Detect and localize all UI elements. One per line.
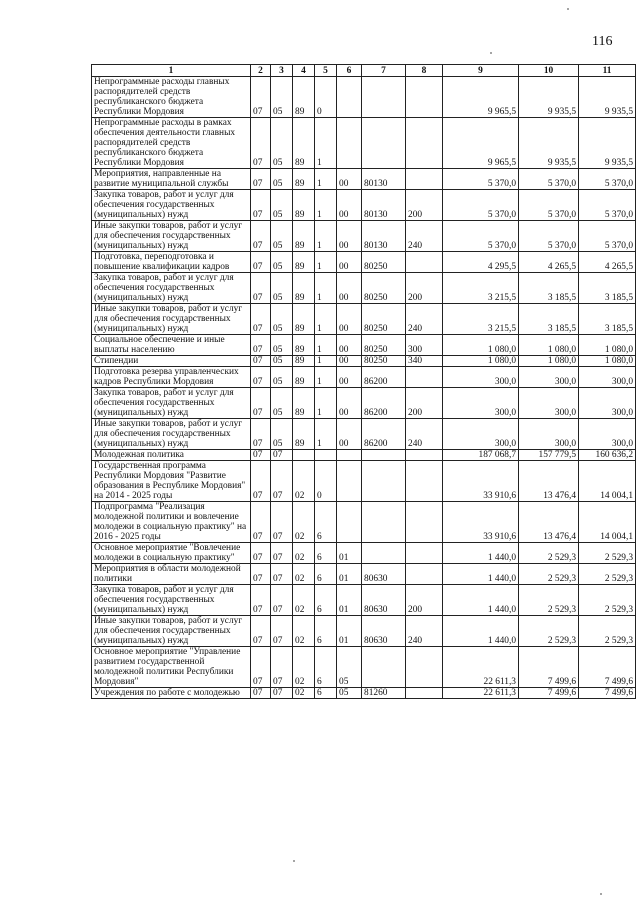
program-code-cell: 02 [293,585,315,616]
direction-code-cell [362,461,406,502]
amount-col-9-cell: 1 440,0 [443,564,519,585]
column-header: 3 [271,65,293,77]
direction-code-cell: 80630 [362,585,406,616]
program-code-cell: 89 [293,169,315,190]
program-code-cell: 89 [293,388,315,419]
amount-col-9-cell: 1 440,0 [443,543,519,564]
amount-col-9-cell: 300,0 [443,388,519,419]
expense-type-code-cell [406,564,443,585]
expense-type-code-cell: 240 [406,304,443,335]
amount-col-11-cell: 5 370,0 [579,169,636,190]
expense-type-code-cell: 240 [406,419,443,450]
activity-code-cell: 01 [337,543,362,564]
amount-col-9-cell: 3 215,5 [443,273,519,304]
section-code-cell: 07 [251,688,271,699]
program-code-cell: 89 [293,419,315,450]
subprogram-code-cell: 0 [315,77,337,118]
subprogram-code-cell: 1 [315,388,337,419]
table-row [92,118,636,169]
row-name-cell: Государственная программа Республики Мордовия "Развитие образования в Республике Мордовия" на 2014 - 2025 годы [92,461,251,502]
amount-col-11-cell: 5 370,0 [579,221,636,252]
subsection-code-cell: 05 [271,221,293,252]
amount-col-11-cell: 2 529,3 [579,585,636,616]
subprogram-code-cell: 6 [315,543,337,564]
subprogram-code-cell: 1 [315,273,337,304]
direction-code-cell [362,77,406,118]
activity-code-cell: 00 [337,273,362,304]
amount-col-10-cell: 9 935,5 [519,77,579,118]
expense-type-code-cell [406,647,443,688]
subsection-code-cell: 07 [271,461,293,502]
row-name-cell: Учреждения по работе с молодежью [92,688,251,699]
activity-code-cell: 00 [337,190,362,221]
section-code-cell: 07 [251,616,271,647]
subprogram-code-cell: 1 [315,419,337,450]
row-name-cell: Подготовка, переподготовка и повышение квалификации кадров [92,252,251,273]
row-name-cell: Непрограммные расходы в рамках обеспечения деятельности главных распорядителей средств республиканского бюджета Республики Мордовия [92,118,251,169]
table-row [92,356,636,367]
amount-col-10-cell: 300,0 [519,367,579,388]
amount-col-10-cell: 3 185,5 [519,273,579,304]
amount-col-9-cell: 5 370,0 [443,169,519,190]
amount-col-10-cell: 9 935,5 [519,118,579,169]
program-code-cell: 89 [293,367,315,388]
column-header: 8 [406,65,443,77]
activity-code-cell: 00 [337,252,362,273]
direction-code-cell: 86200 [362,367,406,388]
activity-code-cell: 05 [337,647,362,688]
direction-code-cell: 80130 [362,190,406,221]
direction-code-cell: 80130 [362,169,406,190]
subsection-code-cell: 07 [271,564,293,585]
expense-type-code-cell [406,367,443,388]
table-row [92,502,636,543]
section-code-cell: 07 [251,367,271,388]
table-row [92,419,636,450]
subsection-code-cell: 05 [271,169,293,190]
program-code-cell: 89 [293,118,315,169]
activity-code-cell: 05 [337,688,362,699]
section-code-cell: 07 [251,169,271,190]
amount-col-10-cell: 5 370,0 [519,190,579,221]
direction-code-cell: 86200 [362,419,406,450]
amount-col-11-cell: 3 185,5 [579,304,636,335]
amount-col-10-cell: 2 529,3 [519,585,579,616]
direction-code-cell: 86200 [362,388,406,419]
subprogram-code-cell [315,450,337,461]
expense-type-code-cell: 200 [406,190,443,221]
budget-table [91,64,636,699]
amount-col-9-cell: 9 965,5 [443,77,519,118]
column-header: 5 [315,65,337,77]
row-name-cell: Закупка товаров, работ и услуг для обеспечения государственных (муниципальных) нужд [92,190,251,221]
expense-type-code-cell [406,502,443,543]
activity-code-cell: 01 [337,616,362,647]
amount-col-11-cell: 14 004,1 [579,502,636,543]
table-row [92,335,636,356]
amount-col-11-cell: 300,0 [579,388,636,419]
activity-code-cell [337,502,362,543]
subsection-code-cell: 05 [271,419,293,450]
subsection-code-cell: 07 [271,543,293,564]
subsection-code-cell: 07 [271,585,293,616]
section-code-cell: 07 [251,647,271,688]
section-code-cell: 07 [251,388,271,419]
expense-type-code-cell: 340 [406,356,443,367]
amount-col-9-cell: 1 080,0 [443,356,519,367]
activity-code-cell [337,77,362,118]
scan-speck [293,860,295,862]
table-row [92,585,636,616]
subprogram-code-cell: 0 [315,461,337,502]
subsection-code-cell: 05 [271,356,293,367]
page-number: 116 [592,34,613,49]
section-code-cell: 07 [251,273,271,304]
program-code-cell [293,450,315,461]
subsection-code-cell: 05 [271,304,293,335]
subprogram-code-cell: 6 [315,564,337,585]
program-code-cell: 02 [293,647,315,688]
amount-col-11-cell: 9 935,5 [579,118,636,169]
amount-col-11-cell: 5 370,0 [579,190,636,221]
amount-col-9-cell: 300,0 [443,367,519,388]
subprogram-code-cell: 6 [315,647,337,688]
row-name-cell: Иные закупки товаров, работ и услуг для обеспечения государственных (муниципальных) нужд [92,304,251,335]
expense-type-code-cell [406,688,443,699]
activity-code-cell: 00 [337,367,362,388]
amount-col-11-cell: 300,0 [579,419,636,450]
amount-col-11-cell: 9 935,5 [579,77,636,118]
amount-col-10-cell: 13 476,4 [519,461,579,502]
expense-type-code-cell: 200 [406,273,443,304]
section-code-cell: 07 [251,419,271,450]
subsection-code-cell: 05 [271,367,293,388]
program-code-cell: 89 [293,77,315,118]
subsection-code-cell: 07 [271,688,293,699]
program-code-cell: 02 [293,564,315,585]
column-header: 1 [92,65,251,77]
subprogram-code-cell: 6 [315,585,337,616]
column-header: 9 [443,65,519,77]
program-code-cell: 02 [293,543,315,564]
row-name-cell: Иные закупки товаров, работ и услуг для обеспечения государственных (муниципальных) нужд [92,419,251,450]
amount-col-9-cell: 1 080,0 [443,335,519,356]
amount-col-10-cell: 2 529,3 [519,616,579,647]
column-header: 10 [519,65,579,77]
amount-col-11-cell: 2 529,3 [579,564,636,585]
column-header: 2 [251,65,271,77]
program-code-cell: 89 [293,356,315,367]
table-row [92,543,636,564]
table-row [92,169,636,190]
row-name-cell: Подготовка резерва управленческих кадров Республики Мордовия [92,367,251,388]
direction-code-cell: 80250 [362,356,406,367]
program-code-cell: 89 [293,335,315,356]
amount-col-11-cell: 2 529,3 [579,616,636,647]
expense-type-code-cell: 240 [406,221,443,252]
direction-code-cell: 80250 [362,304,406,335]
activity-code-cell: 00 [337,221,362,252]
table-header-row [92,65,636,77]
scan-speck [600,893,602,895]
program-code-cell: 02 [293,688,315,699]
amount-col-10-cell: 2 529,3 [519,564,579,585]
subsection-code-cell: 07 [271,502,293,543]
subsection-code-cell: 05 [271,190,293,221]
subsection-code-cell: 07 [271,647,293,688]
program-code-cell: 89 [293,190,315,221]
amount-col-11-cell: 1 080,0 [579,335,636,356]
expense-type-code-cell [406,543,443,564]
activity-code-cell [337,450,362,461]
subsection-code-cell: 07 [271,450,293,461]
table-row [92,221,636,252]
subsection-code-cell: 05 [271,252,293,273]
row-name-cell: Основное мероприятие "Вовлечение молодежи в социальную практику" [92,543,251,564]
subprogram-code-cell: 6 [315,616,337,647]
subprogram-code-cell: 1 [315,367,337,388]
amount-col-10-cell: 5 370,0 [519,221,579,252]
row-name-cell: Мероприятия в области молодежной политики [92,564,251,585]
subsection-code-cell: 05 [271,273,293,304]
amount-col-9-cell: 3 215,5 [443,304,519,335]
amount-col-9-cell: 5 370,0 [443,190,519,221]
table-row [92,450,636,461]
amount-col-9-cell: 22 611,3 [443,688,519,699]
expense-type-code-cell: 300 [406,335,443,356]
amount-col-11-cell: 300,0 [579,367,636,388]
table-row [92,616,636,647]
program-code-cell: 89 [293,304,315,335]
scan-speck [567,8,569,10]
amount-col-11-cell: 160 636,2 [579,450,636,461]
row-name-cell: Мероприятия, направленные на развитие муниципальной службы [92,169,251,190]
amount-col-9-cell: 33 910,6 [443,502,519,543]
program-code-cell: 02 [293,461,315,502]
subsection-code-cell: 05 [271,77,293,118]
amount-col-10-cell: 7 499,6 [519,688,579,699]
direction-code-cell: 80250 [362,252,406,273]
activity-code-cell: 00 [337,388,362,419]
direction-code-cell [362,118,406,169]
amount-col-11-cell: 4 265,5 [579,252,636,273]
activity-code-cell: 01 [337,564,362,585]
subprogram-code-cell: 1 [315,118,337,169]
amount-col-9-cell: 9 965,5 [443,118,519,169]
amount-col-10-cell: 300,0 [519,388,579,419]
amount-col-10-cell: 5 370,0 [519,169,579,190]
direction-code-cell: 80250 [362,273,406,304]
scan-speck [490,52,492,54]
program-code-cell: 89 [293,221,315,252]
table-row [92,564,636,585]
activity-code-cell [337,461,362,502]
amount-col-10-cell: 1 080,0 [519,356,579,367]
section-code-cell: 07 [251,461,271,502]
activity-code-cell: 01 [337,585,362,616]
section-code-cell: 07 [251,585,271,616]
section-code-cell: 07 [251,356,271,367]
amount-col-11-cell: 7 499,6 [579,647,636,688]
row-name-cell: Иные закупки товаров, работ и услуг для обеспечения государственных (муниципальных) нужд [92,616,251,647]
subprogram-code-cell: 6 [315,502,337,543]
activity-code-cell [337,118,362,169]
direction-code-cell: 81260 [362,688,406,699]
subprogram-code-cell: 1 [315,221,337,252]
amount-col-10-cell: 13 476,4 [519,502,579,543]
table-row [92,304,636,335]
amount-col-10-cell: 300,0 [519,419,579,450]
amount-col-11-cell: 14 004,1 [579,461,636,502]
amount-col-11-cell: 7 499,6 [579,688,636,699]
table-row [92,688,636,699]
table-row [92,461,636,502]
column-header: 11 [579,65,636,77]
direction-code-cell [362,450,406,461]
section-code-cell: 07 [251,118,271,169]
direction-code-cell: 80630 [362,616,406,647]
amount-col-9-cell: 1 440,0 [443,616,519,647]
column-header: 6 [337,65,362,77]
row-name-cell: Стипендии [92,356,251,367]
amount-col-9-cell: 1 440,0 [443,585,519,616]
amount-col-9-cell: 300,0 [443,419,519,450]
amount-col-10-cell: 3 185,5 [519,304,579,335]
amount-col-10-cell: 2 529,3 [519,543,579,564]
row-name-cell: Закупка товаров, работ и услуг для обеспечения государственных (муниципальных) нужд [92,273,251,304]
table-row [92,273,636,304]
expense-type-code-cell [406,118,443,169]
section-code-cell: 07 [251,502,271,543]
subsection-code-cell: 07 [271,616,293,647]
section-code-cell: 07 [251,304,271,335]
expense-type-code-cell [406,450,443,461]
amount-col-9-cell: 22 611,3 [443,647,519,688]
column-header: 4 [293,65,315,77]
row-name-cell: Закупка товаров, работ и услуг для обеспечения государственных (муниципальных) нужд [92,585,251,616]
expense-type-code-cell: 200 [406,388,443,419]
direction-code-cell [362,502,406,543]
activity-code-cell: 00 [337,356,362,367]
amount-col-9-cell: 5 370,0 [443,221,519,252]
amount-col-9-cell: 187 068,7 [443,450,519,461]
table-row [92,647,636,688]
row-name-cell: Подпрограмма "Реализация молодежной политики и вовлечение молодежи в социальную практику" на 2016 - 2025 годы [92,502,251,543]
section-code-cell: 07 [251,564,271,585]
expense-type-code-cell: 240 [406,616,443,647]
section-code-cell: 07 [251,221,271,252]
row-name-cell: Иные закупки товаров, работ и услуг для обеспечения государственных (муниципальных) нужд [92,221,251,252]
amount-col-11-cell: 1 080,0 [579,356,636,367]
activity-code-cell: 00 [337,335,362,356]
table-row [92,190,636,221]
table-row [92,77,636,118]
direction-code-cell: 80630 [362,564,406,585]
amount-col-11-cell: 2 529,3 [579,543,636,564]
program-code-cell: 89 [293,273,315,304]
expense-type-code-cell [406,252,443,273]
subprogram-code-cell: 1 [315,190,337,221]
section-code-cell: 07 [251,77,271,118]
expense-type-code-cell [406,461,443,502]
table-row [92,388,636,419]
amount-col-9-cell: 33 910,6 [443,461,519,502]
section-code-cell: 07 [251,450,271,461]
direction-code-cell [362,543,406,564]
section-code-cell: 07 [251,190,271,221]
activity-code-cell: 00 [337,169,362,190]
expense-type-code-cell [406,169,443,190]
row-name-cell: Молодежная политика [92,450,251,461]
subprogram-code-cell: 6 [315,688,337,699]
table-body [92,77,636,699]
subprogram-code-cell: 1 [315,335,337,356]
subprogram-code-cell: 1 [315,356,337,367]
amount-col-9-cell: 4 295,5 [443,252,519,273]
subsection-code-cell: 05 [271,335,293,356]
activity-code-cell: 00 [337,304,362,335]
row-name-cell: Закупка товаров, работ и услуг для обеспечения государственных (муниципальных) нужд [92,388,251,419]
subprogram-code-cell: 1 [315,169,337,190]
column-header: 7 [362,65,406,77]
subsection-code-cell: 05 [271,118,293,169]
direction-code-cell [362,647,406,688]
subsection-code-cell: 05 [271,388,293,419]
activity-code-cell: 00 [337,419,362,450]
direction-code-cell: 80130 [362,221,406,252]
section-code-cell: 07 [251,335,271,356]
subprogram-code-cell: 1 [315,304,337,335]
amount-col-10-cell: 4 265,5 [519,252,579,273]
amount-col-11-cell: 3 185,5 [579,273,636,304]
amount-col-10-cell: 157 779,5 [519,450,579,461]
row-name-cell: Основное мероприятие "Управление развитием государственной молодежной политики Республики Мордовия" [92,647,251,688]
row-name-cell: Непрограммные расходы главных распорядителей средств республиканского бюджета Республики Мордовия [92,77,251,118]
amount-col-10-cell: 1 080,0 [519,335,579,356]
subprogram-code-cell: 1 [315,252,337,273]
program-code-cell: 02 [293,616,315,647]
row-name-cell: Социальное обеспечение и иные выплаты населению [92,335,251,356]
expense-type-code-cell: 200 [406,585,443,616]
amount-col-10-cell: 7 499,6 [519,647,579,688]
program-code-cell: 02 [293,502,315,543]
direction-code-cell: 80250 [362,335,406,356]
program-code-cell: 89 [293,252,315,273]
expense-type-code-cell [406,77,443,118]
section-code-cell: 07 [251,543,271,564]
table-row [92,252,636,273]
table-row [92,367,636,388]
section-code-cell: 07 [251,252,271,273]
